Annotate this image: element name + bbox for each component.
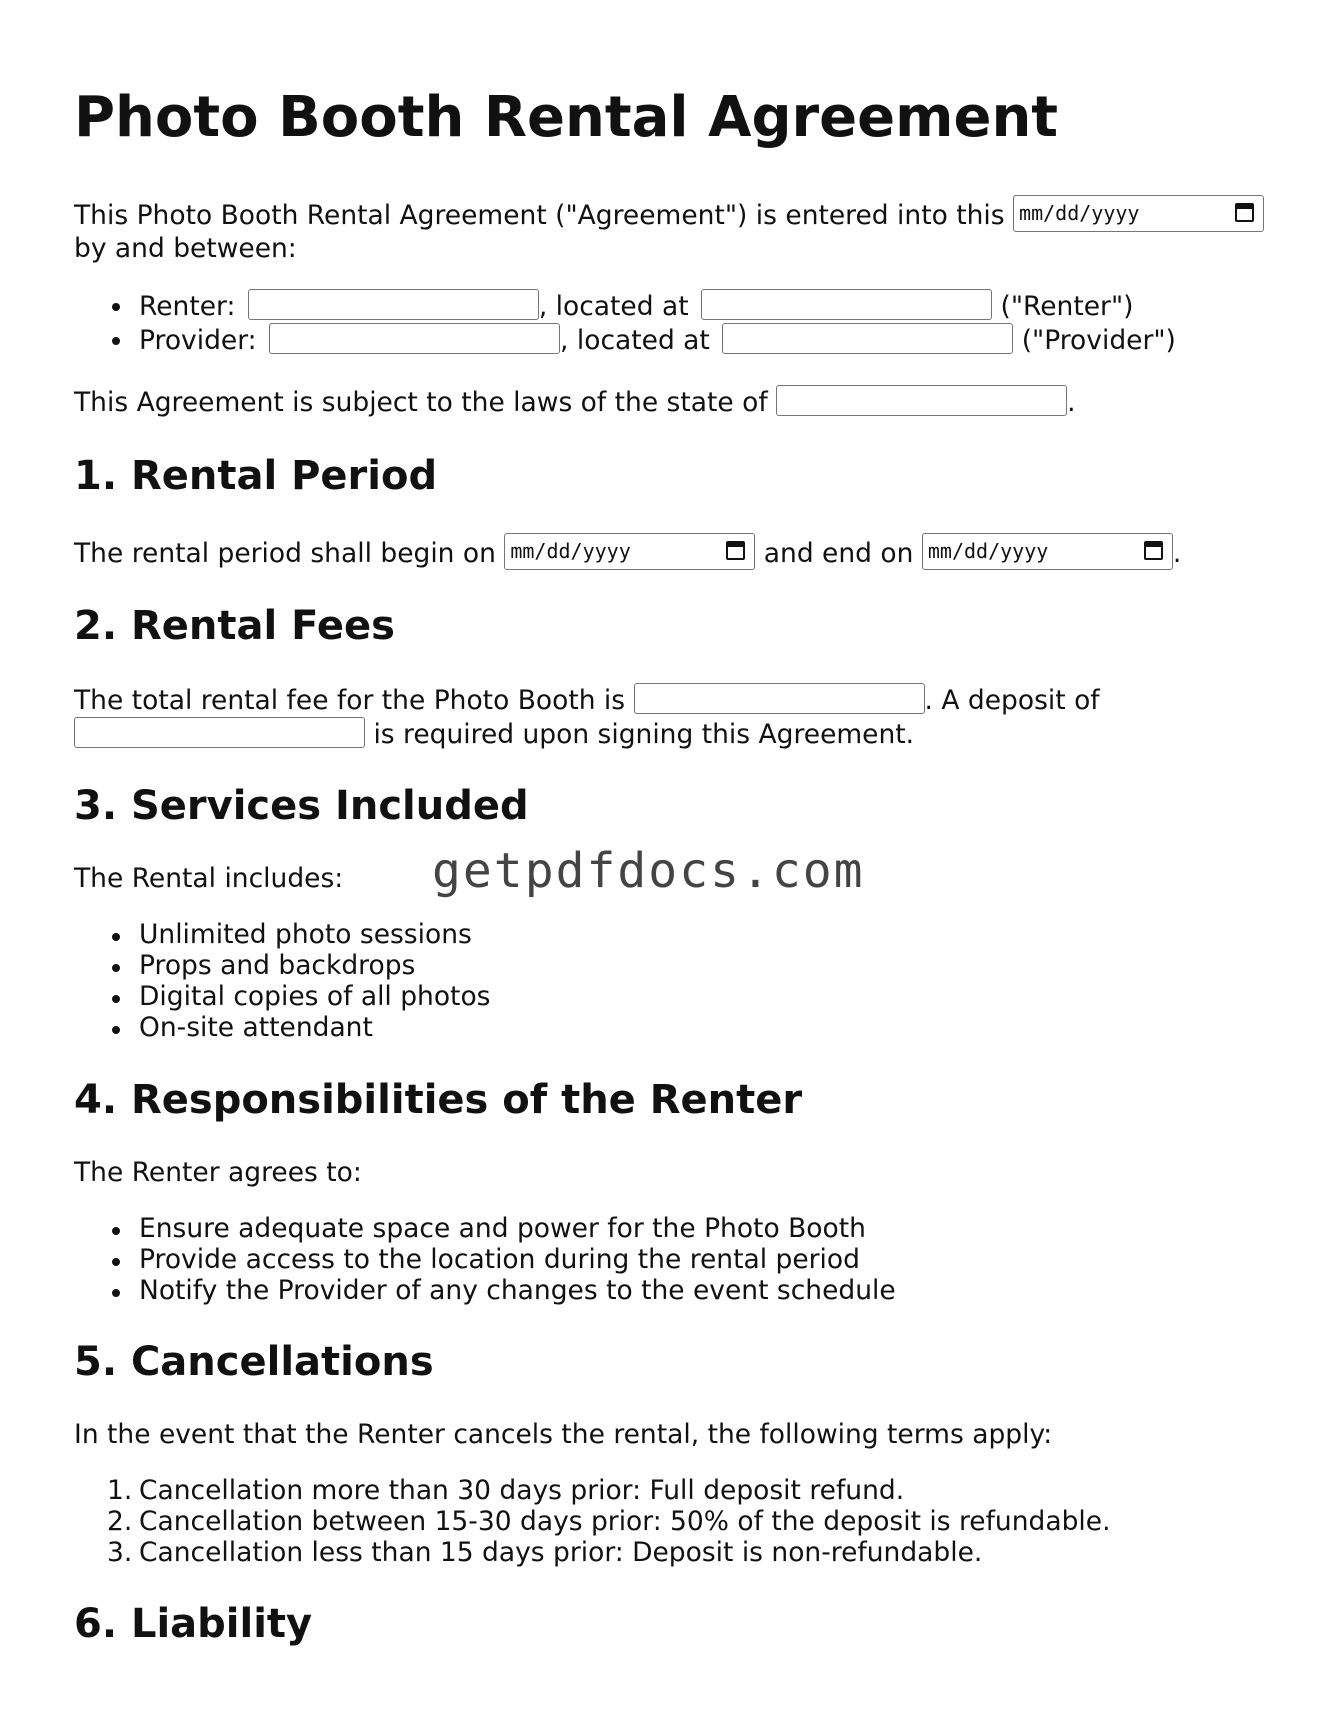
cancellations-intro: In the event that the Renter cancels the rental, the following terms apply:	[74, 1419, 1053, 1450]
list-item: Ensure adequate space and power for the Photo Booth	[74, 1216, 896, 1247]
list-item: Unlimited photo sessions	[74, 922, 490, 953]
section-heading-services: 3. Services Included	[74, 783, 529, 829]
page-title: Photo Booth Rental Agreement	[74, 85, 1059, 150]
list-item: Provide access to the location during the rental period	[74, 1247, 896, 1278]
date-placeholder: mm/dd/yyyy	[927, 539, 1049, 563]
list-number: 2.	[107, 1506, 133, 1537]
party-provider	[74, 326, 1176, 357]
section-heading-liability: 6. Liability	[74, 1601, 313, 1647]
list-item: Digital copies of all photos	[74, 984, 490, 1015]
rental-fee-field[interactable]	[634, 683, 925, 714]
intro-line	[74, 198, 1264, 235]
deposit-text: . A deposit of	[924, 685, 1100, 716]
services-list	[74, 919, 491, 1043]
deposit-required-text: is required upon signing this Agreement.	[373, 719, 915, 750]
renter-name-field[interactable]	[248, 289, 539, 320]
section-heading-responsibilities: 4. Responsibilities of the Renter	[74, 1077, 803, 1123]
services-intro: The Rental includes:	[74, 863, 344, 894]
section-heading-rental-period: 1. Rental Period	[74, 453, 438, 499]
party-suffix: ("Provider")	[1021, 325, 1176, 356]
renter-address-field[interactable]	[701, 289, 992, 320]
cancellations-list	[74, 1475, 1111, 1568]
provider-name-field[interactable]	[269, 323, 560, 354]
responsibilities-intro: The Renter agrees to:	[74, 1157, 362, 1188]
governing-law-text: This Agreement is subject to the laws of the state of	[74, 387, 768, 418]
list-number: 1.	[107, 1475, 133, 1506]
intro-by-between: by and between:	[74, 233, 297, 264]
end-date-input[interactable]	[922, 533, 1173, 570]
list-item-text: Cancellation less than 15 days prior: Deposit is non-refundable.	[139, 1537, 983, 1568]
parties-list	[74, 292, 1176, 357]
intro-line-2	[74, 233, 297, 264]
party-renter	[74, 292, 1176, 326]
list-item-text: Cancellation more than 30 days prior: Full deposit refund.	[139, 1475, 905, 1506]
rental-fee-line	[74, 686, 1100, 717]
rental-fee-text: The total rental fee for the Photo Booth is	[74, 685, 626, 716]
list-item	[74, 1537, 1111, 1568]
section-heading-rental-fees: 2. Rental Fees	[74, 603, 395, 649]
calendar-icon[interactable]	[1235, 203, 1254, 222]
party-label: Renter:	[139, 291, 236, 322]
list-item	[74, 1506, 1111, 1540]
rental-begin-text: The rental period shall begin on	[74, 538, 496, 569]
agreement-date-input[interactable]	[1013, 195, 1264, 232]
list-item: On-site attendant	[74, 1015, 490, 1042]
calendar-icon[interactable]	[1144, 541, 1163, 560]
located-at-label: , located at	[538, 291, 689, 322]
rental-period-line	[74, 536, 1181, 573]
deposit-line	[74, 720, 914, 751]
list-number: 3.	[107, 1537, 133, 1568]
party-suffix: ("Renter")	[1000, 291, 1134, 322]
governing-law-line	[74, 388, 1076, 419]
list-item: Props and backdrops	[74, 953, 490, 984]
date-placeholder: mm/dd/yyyy	[1019, 201, 1140, 225]
party-label: Provider:	[139, 325, 257, 356]
date-placeholder: mm/dd/yyyy	[510, 539, 631, 563]
located-at-label: , located at	[560, 325, 710, 356]
begin-date-input[interactable]	[504, 533, 755, 570]
section-heading-cancellations: 5. Cancellations	[74, 1339, 434, 1385]
rental-end-text: and end on	[763, 538, 914, 569]
calendar-icon[interactable]	[726, 541, 745, 560]
responsibilities-list	[74, 1213, 896, 1306]
list-item-text: Cancellation between 15-30 days prior: 50% of the deposit is refundable.	[139, 1506, 1111, 1537]
deposit-field[interactable]	[74, 717, 365, 748]
intro-text: This Photo Booth Rental Agreement ("Agreement") is entered into this	[74, 200, 1005, 231]
watermark: getpdfdocs.com	[432, 843, 865, 899]
list-item	[74, 1475, 1111, 1509]
provider-address-field[interactable]	[722, 323, 1013, 354]
governing-law-end: .	[1067, 387, 1076, 418]
rental-end-punct: .	[1172, 538, 1182, 569]
list-item: Notify the Provider of any changes to the event schedule	[74, 1278, 896, 1305]
state-field[interactable]	[776, 385, 1067, 416]
